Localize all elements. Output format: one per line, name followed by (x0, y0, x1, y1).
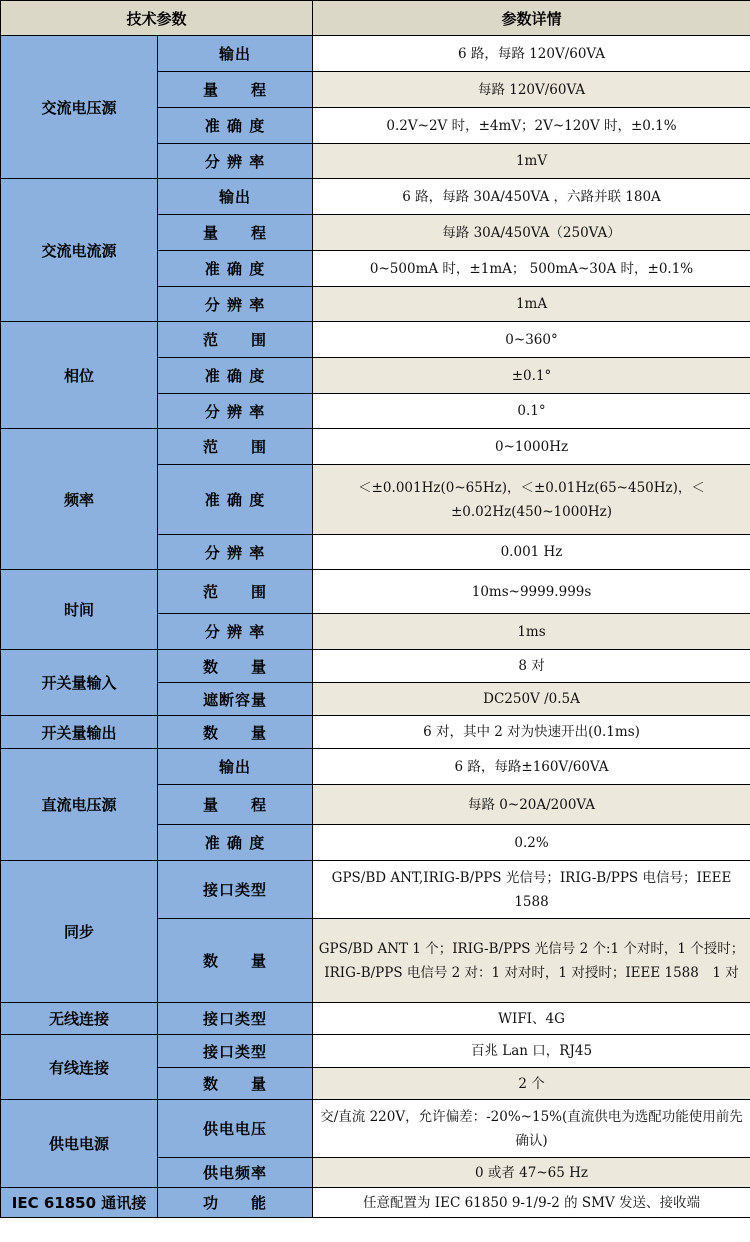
table-row (1, 1188, 750, 1218)
header-param-details: 参数详情 (313, 1, 750, 36)
param-cell: 接口类型 (158, 1035, 313, 1068)
param-cell: 分 辨 率 (158, 535, 313, 570)
value-cell: 0.2V~2V 时，±4mV；2V~120V 时，±0.1% (313, 108, 750, 144)
param-cell: 准 确 度 (158, 108, 313, 144)
value-cell: 0~360° (313, 322, 750, 358)
value-cell: 1ms (313, 614, 750, 650)
value-cell: 6 路，每路±160V/60VA (313, 749, 750, 785)
table-row (1, 716, 750, 749)
table-row (1, 570, 750, 614)
param-cell: 供电频率 (158, 1158, 313, 1188)
value-cell: GPS/BD ANT 1 个；IRIG-B/PPS 光信号 2 个:1 个对时，1 个授时；IRIG-B/PPS 电信号 2 对：1 对对时，1 对授时；IEEE 1588 1 对 (313, 919, 750, 1003)
category-cell: 开关量输出 (1, 716, 158, 749)
param-cell: 数 量 (158, 1068, 313, 1100)
value-cell: 百兆 Lan 口，RJ45 (313, 1035, 750, 1068)
value-cell: 0.1° (313, 394, 750, 429)
param-cell: 供电电压 (158, 1100, 313, 1158)
param-cell: 数 量 (158, 716, 313, 749)
table-row (1, 650, 750, 683)
param-cell: 接口类型 (158, 861, 313, 919)
param-cell: 量 程 (158, 215, 313, 251)
param-cell: 分 辨 率 (158, 394, 313, 429)
value-cell: 任意配置为 IEC 61850 9-1/9-2 的 SMV 发送、接收端 (313, 1188, 750, 1218)
category-cell: 交流电压源 (1, 36, 158, 179)
param-cell: 准 确 度 (158, 251, 313, 287)
param-cell: 量 程 (158, 785, 313, 825)
table-row (1, 749, 750, 785)
param-cell: 接口类型 (158, 1003, 313, 1035)
table-row (1, 179, 750, 215)
value-cell: 6 路，每路 30A/450VA ，六路并联 180A (313, 179, 750, 215)
category-cell: 交流电流源 (1, 179, 158, 322)
value-cell: 8 对 (313, 650, 750, 683)
value-cell: 0.2% (313, 825, 750, 861)
value-cell: 每路 0~20A/200VA (313, 785, 750, 825)
value-cell: 0 或者 47~65 Hz (313, 1158, 750, 1188)
table-row (1, 1003, 750, 1035)
value-cell: 6 对，其中 2 对为快速开出(0.1ms) (313, 716, 750, 749)
param-cell: 范 围 (158, 429, 313, 465)
value-cell: 10ms~9999.999s (313, 570, 750, 614)
value-cell: 0~1000Hz (313, 429, 750, 465)
table-row (1, 1035, 750, 1068)
value-cell: GPS/BD ANT,IRIG-B/PPS 光信号；IRIG-B/PPS 电信号；IEEE 1588 (313, 861, 750, 919)
table-row (1, 1100, 750, 1158)
value-cell: ±0.1° (313, 358, 750, 394)
value-cell: 2 个 (313, 1068, 750, 1100)
param-cell: 准 确 度 (158, 465, 313, 535)
category-cell: 开关量输入 (1, 650, 158, 716)
param-cell: 范 围 (158, 570, 313, 614)
param-cell: 量 程 (158, 72, 313, 108)
param-cell: 范 围 (158, 322, 313, 358)
value-cell: 1mA (313, 287, 750, 322)
category-cell: 无线连接 (1, 1003, 158, 1035)
value-cell: ＜±0.001Hz(0~65Hz)，＜±0.01Hz(65~450Hz)，＜±0.02Hz(450~1000Hz) (313, 465, 750, 535)
header-row (1, 1, 750, 36)
table-row (1, 322, 750, 358)
value-cell: 交/直流 220V，允许偏差：-20%~15%(直流供电为选配功能使用前先确认) (313, 1100, 750, 1158)
value-cell: WIFI、4G (313, 1003, 750, 1035)
param-cell: 输出 (158, 36, 313, 72)
param-cell: 分 辨 率 (158, 287, 313, 322)
param-cell: 分 辨 率 (158, 614, 313, 650)
table-row (1, 36, 750, 72)
value-cell: DC250V /0.5A (313, 683, 750, 716)
category-cell: 有线连接 (1, 1035, 158, 1100)
param-cell: 数 量 (158, 919, 313, 1003)
value-cell: 6 路，每路 120V/60VA (313, 36, 750, 72)
table-row (1, 429, 750, 465)
category-cell: 直流电压源 (1, 749, 158, 861)
category-cell: 同步 (1, 861, 158, 1003)
param-cell: 数 量 (158, 650, 313, 683)
param-cell: 遮断容量 (158, 683, 313, 716)
category-cell: 相位 (1, 322, 158, 429)
param-cell: 准 确 度 (158, 358, 313, 394)
category-cell: 供电电源 (1, 1100, 158, 1188)
value-cell: 每路 30A/450VA（250VA） (313, 215, 750, 251)
value-cell: 1mV (313, 144, 750, 179)
table-row (1, 861, 750, 919)
param-cell: 功 能 (158, 1188, 313, 1218)
param-cell: 准 确 度 (158, 825, 313, 861)
value-cell: 每路 120V/60VA (313, 72, 750, 108)
category-cell: 时间 (1, 570, 158, 650)
category-cell: IEC 61850 通讯接 (1, 1188, 158, 1218)
value-cell: 0.001 Hz (313, 535, 750, 570)
param-cell: 分 辨 率 (158, 144, 313, 179)
category-cell: 频率 (1, 429, 158, 570)
header-tech-params: 技术参数 (1, 1, 313, 36)
param-cell: 输出 (158, 179, 313, 215)
param-cell: 输出 (158, 749, 313, 785)
value-cell: 0~500mA 时，±1mA； 500mA~30A 时，±0.1% (313, 251, 750, 287)
